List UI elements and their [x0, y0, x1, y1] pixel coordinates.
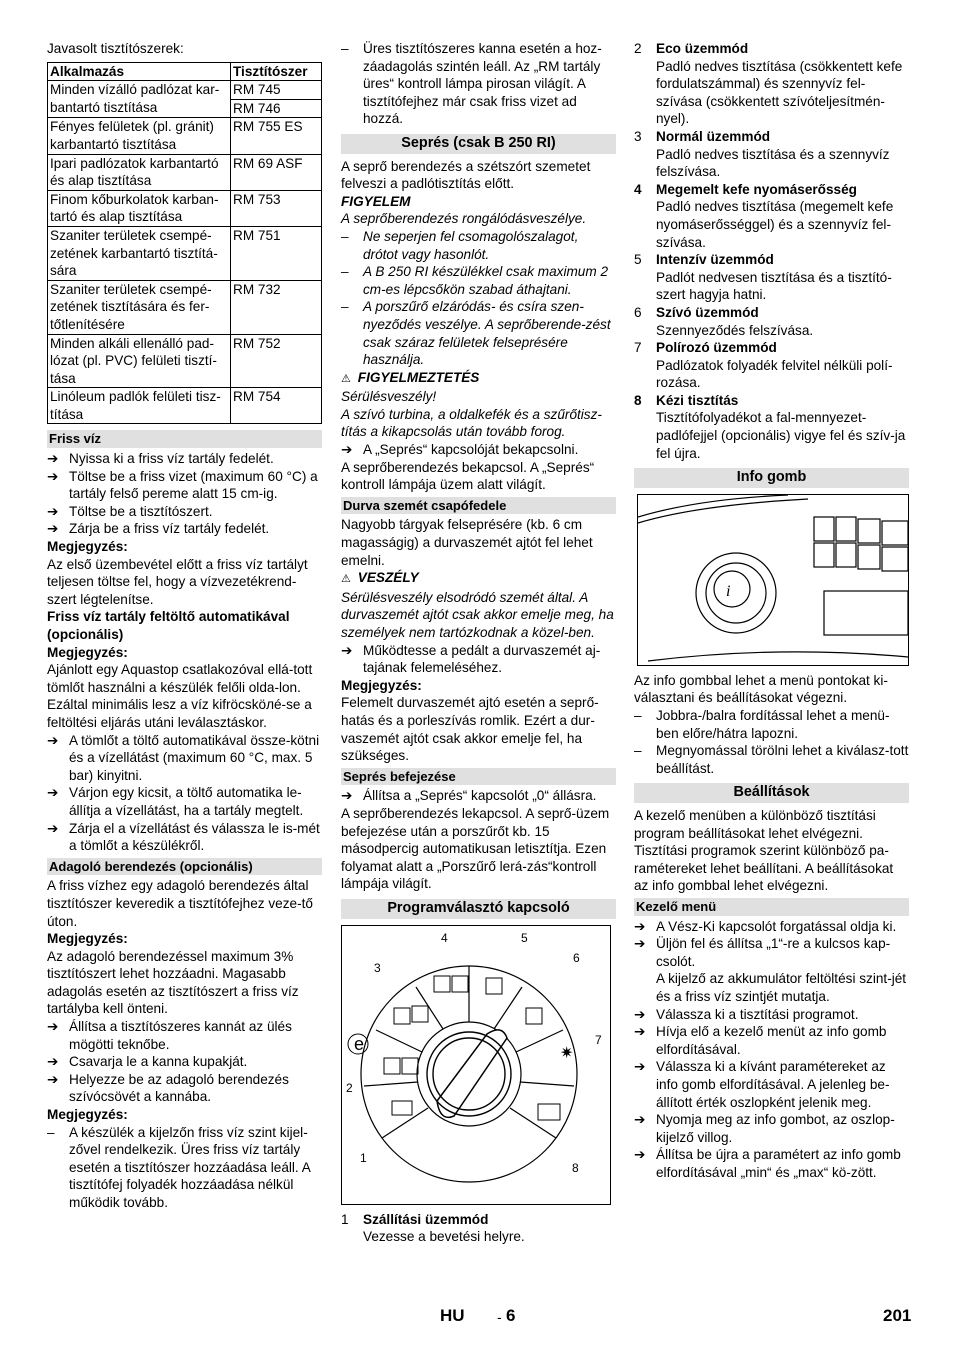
- mode-item: [634, 392, 909, 410]
- mode-number: 8: [634, 392, 642, 408]
- arrow-icon: ➔: [341, 788, 353, 804]
- dial-position-label: 3: [374, 960, 381, 975]
- footer-language: HU: [440, 1306, 465, 1325]
- flap-text: Nagyobb tárgyak felseprésére (kb. 6 cm magasságig) a durvaszemét ajtót fel lehet emelni.: [341, 517, 593, 568]
- mode-title: Eco üzemmód: [656, 41, 749, 56]
- note-label: Megjegyzés:: [47, 1107, 128, 1123]
- step-text: Várjon egy kicsit, a töltő automatika le-állítja a vízellátást, ha a tartály megtelt.: [69, 785, 304, 818]
- table-cell-application: Szaniter területek csempé-zetének karbantartó tisztítá-sára: [48, 226, 231, 280]
- step-text: Állítsa a tisztítószeres kannát az ülés mögötti teknőbe.: [69, 1019, 292, 1052]
- danger-heading: [341, 569, 616, 589]
- list-item: [341, 298, 616, 368]
- item-text: Jobbra-/balra fordítással lehet a menü-ben előre/hátra lapozni.: [656, 708, 890, 741]
- item-text: A B 250 RI készülékkel csak maximum 2 cm-es lépcsőkön szabad áthajtani.: [363, 264, 609, 297]
- arrow-icon: ➔: [47, 732, 59, 748]
- table-cell-agent: RM 745: [231, 81, 322, 100]
- list-item: [634, 935, 909, 970]
- arrow-icon: ➔: [634, 936, 646, 952]
- list-item: [634, 1006, 909, 1024]
- recommended-agents-intro: Javasolt tisztítószerek:: [47, 41, 184, 56]
- mode-title: Kézi tisztítás: [656, 392, 739, 408]
- mode-number: 4: [634, 181, 642, 197]
- step-text: Helyezze be az adagoló berendezés szívócsövét a kannába.: [69, 1071, 289, 1105]
- section-heading-flap: Durva szemét csapófedele: [341, 497, 616, 515]
- danger-text: Sérülésveszély elsodródó szemét által. A durvaszemét ajtót csak akkor emelje meg, ha személyek nem tartózkodnak a közel-ben.: [341, 589, 614, 640]
- arrow-icon: ➔: [634, 1147, 646, 1163]
- step-text: A Vész-Ki kapcsolót forgatással oldja ki.: [656, 918, 897, 934]
- sweep-after-text: A seprőberendezés bekapcsol. A „Seprés“ kontroll lámpája üzem alatt világít.: [341, 459, 595, 493]
- section-heading-program-selector: Programválasztó kapcsoló: [341, 899, 616, 919]
- mode-text: Padló nedves tisztítása és a szennyvíz felszívása.: [656, 146, 890, 180]
- table-cell-agent: RM 751: [231, 226, 322, 280]
- section-heading-end-sweeping: Seprés befejezése: [341, 768, 616, 786]
- dial-position-label: 6: [573, 950, 580, 965]
- mode-item: [634, 40, 909, 58]
- arrow-icon: ➔: [47, 521, 59, 537]
- list-item: [634, 742, 909, 777]
- mode-number: 7: [634, 340, 642, 356]
- step-text: Hívja elő a kezelő menüt az info gomb elfordításával.: [656, 1024, 887, 1057]
- step-text: Töltse be a friss vizet (maximum 60 °C) a tartály felső pereme alatt 15 cm-ig.: [69, 468, 318, 502]
- step-text: Töltse be a tisztítószert.: [69, 503, 213, 519]
- note-text: Ajánlott egy Aquastop csatlakozóval ellá-tott tömlőt használni a készülék felőli olda-lon. Ezáltal minimális lesz a víz kifröcsköлé-se a feltöltési eljárás utáni leválasztáskor.: [47, 662, 313, 730]
- step-text: Csavarja le a kanna kupakját.: [69, 1054, 248, 1070]
- step-text: Állítsa be újra a paramétert az info gomb elfordításával „min“ és „max“ kö-zött.: [656, 1147, 901, 1180]
- table-row: [48, 118, 322, 154]
- mode-title: Megemelt kefe nyomáserősség: [656, 181, 857, 197]
- step-result-text: A kijelző az akkumulátor feltöltési szint-jét és a friss víz szintjét mutatja.: [656, 971, 907, 1004]
- table-row: [48, 190, 322, 226]
- list-item: [634, 707, 909, 742]
- subheading-auto-filler: Friss víz tartály feltöltő automatikával (opcionális): [47, 609, 290, 642]
- arrow-icon: ➔: [47, 820, 59, 836]
- table-row: [48, 388, 322, 424]
- warning-triangle-icon: ⚠: [341, 573, 351, 586]
- mode-item: [634, 304, 909, 322]
- arrow-icon: ➔: [47, 1054, 59, 1070]
- dash-marker: –: [341, 264, 349, 280]
- arrow-icon: ➔: [341, 442, 353, 458]
- section-heading-operator-menu: Kezelő menü: [634, 898, 909, 916]
- dash-marker: –: [47, 1124, 55, 1140]
- step-text: A „Seprés“ kapcsolóját bekapcsolni.: [363, 442, 579, 458]
- mode-item-text: [341, 1228, 616, 1246]
- dial-position-label: 1: [360, 1150, 367, 1165]
- note-label: Megjegyzés:: [47, 539, 128, 555]
- warning-triangle-icon: ⚠: [341, 372, 351, 385]
- warning-text: A szívó turbina, a oldalkefék és a szűrőtisz-títás a kikapcsolás után tovább forog.: [341, 406, 602, 440]
- end-text: A seprőberendezés lekapcsol. A seprő-üzem befejezése után a porszűrőt kb. 15 másodpercig automatikusan letisztítja. Ezen folyamat alatt a „Porszűrő lerá-zás“kontroll lámpája világít.: [341, 805, 610, 892]
- info-icon: i: [726, 582, 731, 600]
- mode-item: [341, 1211, 616, 1229]
- column-1: [47, 40, 322, 1212]
- danger-label: VESZÉLY: [357, 570, 419, 586]
- mode-text: Vezesse a bevetési helyre.: [363, 1229, 525, 1245]
- table-cell-agent: RM 752: [231, 334, 322, 388]
- dial-position-label: 4: [441, 930, 448, 945]
- dosing-text: A friss vízhez egy adagoló berendezés által tisztítószer keveredik a tisztítófejhez veze-tő úton.: [47, 878, 313, 929]
- table-row: [48, 334, 322, 388]
- table-cell-agent: RM 69 ASF: [231, 154, 322, 190]
- step-text: Válassza ki a tisztítási programot.: [656, 1006, 859, 1022]
- footer-separator: -: [497, 1309, 502, 1325]
- item-text: Megnyomással törölni lehet a kiválasz-tott beállítást.: [656, 743, 909, 776]
- column-2: [341, 40, 616, 1246]
- step-result: [634, 970, 909, 1005]
- mode-list: [634, 40, 909, 462]
- list-item: [47, 520, 322, 538]
- table-cell-application: Finom kőburkolatok karban-tartó és alap tisztítása: [48, 190, 231, 226]
- note-label: Megjegyzés:: [47, 644, 128, 660]
- dash-marker: –: [341, 228, 349, 244]
- sweep-text: A seprő berendezés a szétszórt szemetet felveszi a padlótisztítás előtt.: [341, 158, 591, 192]
- warning-label: FIGYELMEZTETÉS: [357, 369, 480, 385]
- dial-position-label: 7: [595, 1032, 602, 1047]
- info-button-figure: [637, 494, 909, 666]
- table-cell-application: Fényes felületek (pl. gránit) karbantartó tisztítása: [48, 118, 231, 154]
- settings-text: A kezelő menüben a különböző tisztítási program beállításokat lehet elvégezni. Tisztítási programok szerint különböző pa-ramétereket lehet beállítani. A beállításokat az info gombbal lehet elvégezni.: [634, 808, 894, 894]
- program-dial-diagram: [342, 926, 610, 1204]
- footer-page-number: 201: [883, 1306, 912, 1325]
- arrow-icon: ➔: [47, 451, 59, 467]
- mode-text: Padlózatok folyadék felvitel nélküli polí-rozása.: [656, 357, 893, 391]
- dial-position-label: 8: [572, 1160, 579, 1175]
- note-label: Megjegyzés:: [47, 931, 128, 947]
- sparkle-icon: ✷: [560, 1042, 574, 1062]
- note-text: Az adagoló berendezéssel maximum 3% tisztítószert lehet hozzáadni. Magasabb adagolás esetén az tisztítószert a friss víz tartályba kell önteni.: [47, 948, 299, 1017]
- table-cell-agent: RM 754: [231, 388, 322, 424]
- control-panel-diagram: [638, 495, 908, 665]
- item-text: Ne seperjen fel csomagolószalagot, drótot vagy hasonlót.: [363, 228, 579, 262]
- mode-item-text: [634, 58, 909, 128]
- list-item: [47, 1071, 322, 1106]
- item-text: A készülék a kijelzőn friss víz szint kijel-zővel rendelkezik. Üres friss víz tartály esetén a tisztítószer hozzáadása leáll. A tisztítófej folyadék hozzáadása nélkül működik tovább.: [69, 1124, 311, 1210]
- arrow-icon: ➔: [47, 1019, 59, 1035]
- mode-title: Normál üzemmód: [656, 128, 771, 144]
- step-text: Üljön fel és állítsa „1“-re a kulcsos kap-csolót.: [656, 936, 891, 969]
- table-cell-application: Minden vízálló padlózat kar-bantartó tisztítása: [48, 81, 231, 118]
- step-text: Zárja el a vízellátást és válassza le is-mét a tömlőt a készülékről.: [69, 820, 320, 854]
- dial-position-label: 5: [521, 930, 528, 945]
- note-label: Megjegyzés:: [341, 677, 422, 693]
- table-cell-application: Minden alkáli ellenálló pad-lózat (pl. PVC) felületi tisztí-tása: [48, 334, 231, 388]
- mode-item-text: [634, 357, 909, 392]
- mode-item-text: [634, 146, 909, 181]
- step-text: Zárja be a friss víz tartály fedelét.: [69, 521, 270, 537]
- step-text: A tömlőt a töltő automatikával össze-kötni és a vízellátást (maximum 60 °C, max. 5 bar) kinyitni.: [69, 732, 320, 783]
- mode-item: [634, 251, 909, 269]
- arrow-icon: ➔: [634, 1024, 646, 1040]
- step-text: Állítsa a „Seprés“ kapcsolót „0“ állásra.: [363, 788, 597, 804]
- list-item: [634, 1058, 909, 1111]
- mode-item: [634, 339, 909, 357]
- step-text: Működtesse a pedált a durvaszemét aj-tajának felemeléséhez.: [363, 642, 601, 676]
- list-item: [341, 787, 616, 805]
- warning-heading: [341, 369, 616, 389]
- step-text: Nyissa ki a friss víz tartály fedelét.: [69, 451, 274, 467]
- list-item: [47, 820, 322, 855]
- table-cell-agent: RM 755 ES: [231, 118, 322, 154]
- table-row: [48, 280, 322, 334]
- list-item: [47, 1124, 322, 1212]
- operator-menu-steps: [634, 918, 909, 1182]
- note-text: Az első üzembevétel előtt a friss víz tartályt teljesen töltse fel, hogy a vízvezetékrend-szert légtelenítse.: [47, 556, 308, 607]
- list-item: [634, 918, 909, 936]
- step-text: Nyomja meg az info gombot, az oszlop-kijelző villog.: [656, 1112, 895, 1145]
- mode-number: 6: [634, 304, 642, 320]
- mode-item: [634, 128, 909, 146]
- mode-item: [634, 181, 909, 199]
- mode-title: Intenzív üzemmód: [656, 252, 774, 268]
- dial-position-label: 2: [346, 1080, 353, 1095]
- arrow-icon: ➔: [47, 468, 59, 484]
- dash-marker: –: [341, 299, 349, 315]
- mode-item-text: [634, 322, 909, 340]
- list-item: [47, 1018, 322, 1053]
- mode-item-text: [634, 409, 909, 462]
- note-text: Felemelt durvaszemét ajtó esetén a seprő-hatás és a porleszívás romlik. Ezért a dur-vaszemét ajtót csak akkor emelje fel, ha szükséges.: [341, 695, 599, 764]
- table-row: [48, 226, 322, 280]
- mode-number: 5: [634, 252, 642, 268]
- list-item: [47, 450, 322, 468]
- table-row: [48, 154, 322, 190]
- list-item: [341, 441, 616, 459]
- table-cell-application: Ipari padlózatok karbantartó és alap tisztítása: [48, 154, 231, 190]
- step-text: Válassza ki a kívánt paramétereket az info gomb elfordításával. A jelenleg be-állított érték oszlopként jelenik meg.: [656, 1059, 890, 1110]
- table-header-application: Alkalmazás: [48, 62, 231, 81]
- list-item: [47, 468, 322, 503]
- mode-item-text: [634, 269, 909, 304]
- mode-title: Polírozó üzemmód: [656, 340, 777, 356]
- mode-number: 3: [634, 128, 642, 144]
- list-item: [634, 1111, 909, 1146]
- table-cell-application: Szaniter területek csempé-zetének tisztítására és fer-tőtlenítésére: [48, 280, 231, 334]
- list-item: [47, 732, 322, 785]
- arrow-icon: ➔: [634, 1059, 646, 1075]
- table-cell-agent: RM 732: [231, 280, 322, 334]
- section-heading-settings: Beállítások: [634, 783, 909, 803]
- table-cell-agent: RM 753: [231, 190, 322, 226]
- info-text: Az info gombbal lehet a menü pontokat ki-választani és beállításokat végezni.: [634, 672, 888, 706]
- mode-number: 2: [634, 41, 642, 56]
- list-item: [47, 503, 322, 521]
- list-item: [341, 228, 616, 263]
- mode-item-text: [634, 198, 909, 251]
- program-selector-figure: [341, 925, 611, 1205]
- list-item: [341, 40, 616, 128]
- list-item: [341, 642, 616, 677]
- caution-text: A seprőberendezés rongálódásveszélye.: [341, 211, 587, 227]
- section-heading-dosing: Adagoló berendezés (opcionális): [47, 858, 322, 876]
- dash-marker: –: [341, 41, 349, 56]
- list-item: [634, 1146, 909, 1181]
- footer-local-page: 6: [506, 1306, 516, 1325]
- table-row: [48, 81, 322, 100]
- mode-text: Tisztítófolyadékot a fal-mennyezet-padlófejjel (opcionális) vigye fel és szív-ja fel újra.: [656, 410, 906, 461]
- mode-text: Szennyeződés felszívása.: [656, 322, 814, 338]
- list-item: [341, 263, 616, 298]
- arrow-icon: ➔: [47, 785, 59, 801]
- arrow-icon: ➔: [634, 1006, 646, 1022]
- table-cell-application: Linóleum padlók felületi tisz-títása: [48, 388, 231, 424]
- section-heading-fresh-water: Friss víz: [47, 430, 322, 448]
- dash-marker: –: [634, 708, 642, 724]
- mode-text: Padló nedves tisztítása (csökkentett kefe fordulatszámmal) és szennyvíz fel-szívása (csökkentett szívóteljesítmén-nyel).: [656, 58, 903, 127]
- mode-text: Padló nedves tisztítása (megemelt kefe nyomáserősséggel) és a szennyvíz fel-szívása.: [656, 199, 894, 250]
- item-text: Üres tisztítószeres kanna esetén a hoz-záadagolás szintén leáll. Az „RM tartály üres“ kontroll lámpa pirosan világít. A tisztítófejhez már csak friss vizet ad hozzá.: [363, 41, 602, 127]
- list-item: [47, 784, 322, 819]
- caution-label: FIGYELEM: [341, 193, 411, 209]
- mode-title: Szállítási üzemmód: [363, 1211, 489, 1227]
- table-header-agent: Tisztítószer: [231, 62, 322, 81]
- section-heading-info-button: Info gomb: [634, 468, 909, 488]
- dial-e-label: e: [354, 1033, 365, 1054]
- cleaning-agent-table: [47, 62, 322, 425]
- mode-title: Szívó üzemmód: [656, 304, 759, 320]
- arrow-icon: ➔: [634, 1112, 646, 1128]
- warning-text: Sérülésveszély!: [341, 389, 437, 405]
- dash-marker: –: [634, 743, 642, 759]
- table-cell-agent: RM 746: [231, 99, 322, 118]
- arrow-icon: ➔: [341, 642, 353, 658]
- item-text: A porszűrő elzáródás- és csíra szen-nyeződés veszélye. A seprőberende-zést csak száraz felületek felseprésére használja.: [363, 299, 611, 368]
- mode-text: Padlót nedvesen tisztítása és a tisztító-szert hagyja hatni.: [656, 269, 892, 303]
- column-3: [634, 40, 909, 1181]
- arrow-icon: ➔: [634, 918, 646, 934]
- arrow-icon: ➔: [47, 503, 59, 519]
- mode-number: 1: [341, 1211, 349, 1227]
- arrow-icon: ➔: [47, 1071, 59, 1087]
- list-item: [634, 1023, 909, 1058]
- list-item: [47, 1053, 322, 1071]
- section-heading-sweeping: Seprés (csak B 250 RI): [341, 134, 616, 154]
